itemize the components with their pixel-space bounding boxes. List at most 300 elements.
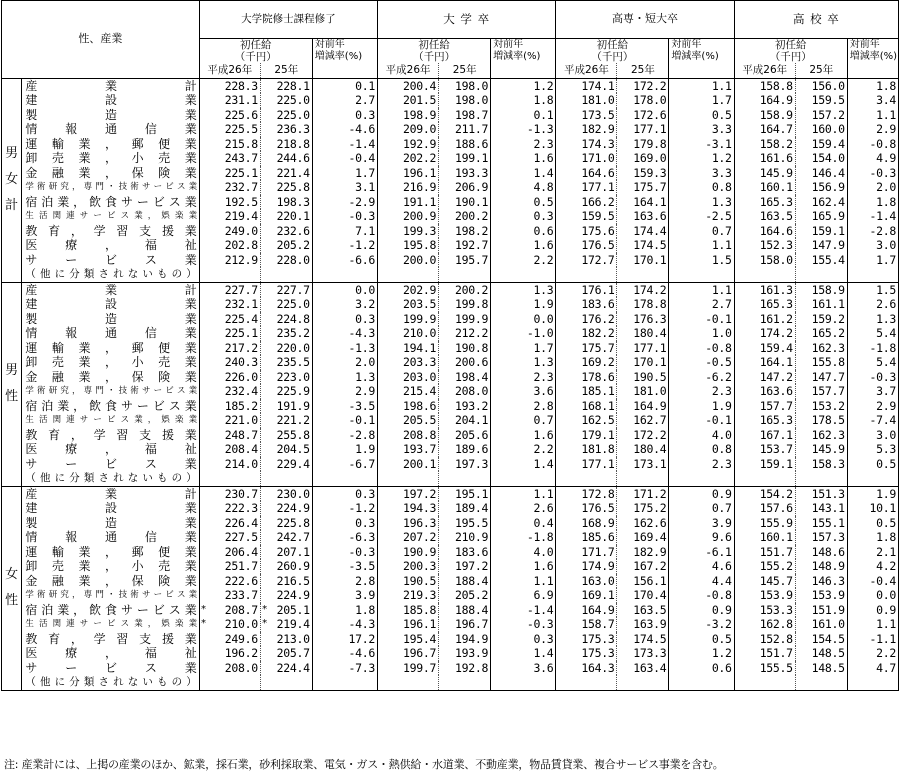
wage-cell: 232.7 [224, 180, 258, 194]
rate-cell: -1.8 [491, 530, 556, 545]
wage-cell: 181.8 [581, 442, 615, 456]
wage-cell [268, 675, 312, 690]
estimate-mark [378, 122, 386, 137]
rate-cell: -1.3 [312, 341, 377, 356]
header-year-current: 平成26年 [378, 63, 439, 78]
estimate-mark [260, 108, 268, 123]
estimate-mark [617, 355, 625, 370]
rate-cell: -1.8 [847, 341, 898, 356]
rate-cell: 1.8 [847, 78, 898, 93]
estimate-mark [734, 93, 742, 108]
wage-cell: 260.9 [276, 559, 310, 573]
estimate-mark [199, 355, 207, 370]
wage-cell: 170.1 [633, 355, 667, 369]
estimate-mark [556, 297, 564, 312]
estimate-mark [617, 413, 625, 428]
industry-name: 学術研究，専門・技術サービス業 [22, 384, 199, 399]
table-row [2, 355, 899, 370]
estimate-mark [199, 326, 207, 341]
wage-cell: 158.7 [581, 617, 615, 631]
wage-cell: 202.2 [403, 151, 437, 165]
estimate-mark [378, 501, 386, 516]
wage-cell: 248.7 [224, 427, 258, 442]
estimate-mark: * [199, 617, 207, 632]
rate-cell: -0.1 [312, 413, 377, 428]
estimate-mark [199, 180, 207, 195]
wage-cell: 161.6 [759, 151, 793, 165]
header-rate-univ [491, 39, 556, 79]
wage-cell [625, 675, 669, 690]
rate-cell: 5.4 [847, 355, 898, 370]
estimate-mark [260, 341, 268, 356]
wage-cell: 194.3 [403, 501, 437, 515]
header-wage-hs [734, 39, 847, 64]
wage-cell: 174.1 [581, 78, 615, 93]
rate-cell [669, 471, 734, 486]
estimate-mark [795, 559, 803, 574]
rate-cell: 2.8 [491, 399, 556, 414]
wage-cell: 165.3 [759, 297, 793, 311]
wage-cell: 185.1 [581, 384, 615, 398]
estimate-mark [439, 297, 447, 312]
wage-cell [742, 675, 795, 690]
wage-cell: 225.0 [276, 93, 310, 107]
rate-cell: -1.0 [491, 326, 556, 341]
estimate-mark [199, 282, 207, 297]
estimate-mark [556, 574, 564, 589]
rate-cell: -1.2 [312, 501, 377, 516]
estimate-mark [795, 384, 803, 399]
industry-name: 卸売業，小売業 [22, 559, 199, 574]
wage-cell: 148.5 [811, 660, 845, 675]
estimate-mark [556, 341, 564, 356]
wage-cell: 188.4 [455, 573, 489, 588]
rate-cell: 2.3 [669, 457, 734, 472]
wage-cell: 199.1 [455, 151, 489, 165]
estimate-mark [556, 326, 564, 341]
header-wage-grad [199, 39, 312, 64]
rate-cell [669, 675, 734, 690]
wage-cell: 151.7 [759, 544, 793, 559]
wage-cell: 157.7 [759, 398, 793, 413]
wage-cell: 188.4 [455, 602, 489, 617]
industry-name: 産業計 [22, 78, 199, 93]
rate-cell: 0.6 [669, 661, 734, 676]
estimate-mark [617, 574, 625, 589]
wage-cell: 181.0 [633, 384, 667, 398]
rate-cell: -2.8 [847, 224, 898, 239]
industry-name: 生活関連サービス業，娯楽業 [22, 209, 199, 224]
wage-cell: 164.1 [759, 355, 793, 369]
estimate-mark [260, 195, 268, 210]
estimate-mark [260, 457, 268, 472]
wage-cell: 207.2 [403, 530, 437, 544]
estimate-mark [795, 224, 803, 239]
wage-cell [447, 267, 491, 282]
rate-cell: 4.0 [491, 545, 556, 560]
wage-cell: 147.2 [759, 369, 793, 384]
estimate-mark [439, 341, 447, 356]
estimate-mark [734, 471, 742, 486]
table-row [2, 108, 899, 123]
rate-cell: -7.3 [312, 661, 377, 676]
wage-cell [447, 471, 491, 486]
wage-cell: 208.8 [403, 427, 437, 442]
estimate-mark [260, 559, 268, 574]
estimate-mark [617, 384, 625, 399]
wage-cell: 224.9 [276, 501, 310, 515]
sex-label [2, 486, 22, 690]
rate-cell: -6.7 [312, 457, 377, 472]
rate-cell: 0.3 [312, 312, 377, 327]
estimate-mark [439, 267, 447, 282]
rate-cell: 2.2 [491, 442, 556, 457]
industry-name: 製造業 [22, 312, 199, 327]
wage-cell: 158.2 [759, 136, 793, 151]
wage-cell: 220.0 [276, 340, 310, 355]
estimate-mark [556, 530, 564, 545]
wage-cell: 178.5 [811, 413, 845, 427]
estimate-mark [378, 516, 386, 531]
estimate-mark [199, 574, 207, 589]
estimate-mark [734, 442, 742, 457]
wage-cell: 249.6 [224, 631, 258, 646]
wage-cell: 154.0 [811, 151, 845, 165]
rate-cell: -6.3 [312, 530, 377, 545]
wage-cell: 208.0 [224, 660, 258, 675]
rate-cell: 1.1 [491, 486, 556, 501]
wage-cell: 157.6 [759, 501, 793, 515]
wage-label: 初任給 （千円） [234, 39, 277, 63]
estimate-mark [439, 530, 447, 545]
wage-cell: 221.0 [224, 413, 258, 427]
wage-cell: 219.3 [403, 588, 437, 602]
industry-name: 建設業 [22, 93, 199, 108]
industry-name: 産業計 [22, 282, 199, 297]
estimate-mark [795, 326, 803, 341]
wage-cell: 185.6 [581, 530, 615, 544]
wage-cell: 177.1 [633, 122, 667, 136]
rate-cell: 0.5 [669, 108, 734, 123]
industry-name: 製造業 [22, 108, 199, 123]
estimate-mark [378, 370, 386, 385]
estimate-mark [734, 675, 742, 690]
estimate-mark [795, 93, 803, 108]
estimate-mark [260, 122, 268, 137]
rate-cell: -2.5 [669, 209, 734, 224]
wage-cell: 225.5 [224, 122, 258, 136]
estimate-mark [795, 122, 803, 137]
wage-cell: 185.2 [224, 398, 258, 413]
rate-cell: -0.3 [312, 209, 377, 224]
estimate-mark [734, 355, 742, 370]
estimate-mark [439, 93, 447, 108]
estimate-mark [439, 108, 447, 123]
wage-cell: 208.0 [455, 384, 489, 398]
wage-cell: 197.2 [455, 559, 489, 573]
wage-cell: 168.9 [581, 515, 615, 530]
estimate-mark [556, 661, 564, 676]
wage-cell: 166.2 [581, 194, 615, 209]
estimate-mark [260, 516, 268, 531]
estimate-mark [617, 282, 625, 297]
wage-cell: 182.9 [581, 122, 615, 136]
wage-cell: 155.8 [811, 355, 845, 369]
estimate-mark [734, 238, 742, 253]
estimate-mark [439, 516, 447, 531]
header-wage-college [556, 39, 669, 64]
industry-name: （他に分類されないもの） [22, 267, 199, 282]
estimate-mark [617, 93, 625, 108]
table-row [2, 574, 899, 589]
estimate-mark [795, 399, 803, 414]
wage-cell: 153.2 [811, 398, 845, 413]
rate-cell: 2.2 [847, 646, 898, 661]
wage-cell: 175.3 [581, 646, 615, 660]
wage-cell: 165.3 [759, 413, 793, 427]
estimate-mark [734, 267, 742, 282]
wage-cell: 154.5 [811, 631, 845, 646]
wage-cell: 232.1 [224, 297, 258, 311]
wage-cell: 232.6 [276, 223, 310, 238]
estimate-mark [439, 253, 447, 268]
estimate-mark [439, 588, 447, 603]
industry-name: 教育，学習支援業 [22, 632, 199, 647]
estimate-mark [378, 238, 386, 253]
sex-label [2, 282, 22, 486]
wage-cell: 157.2 [811, 107, 845, 122]
industry-name: 卸売業，小売業 [22, 355, 199, 370]
estimate-mark [199, 516, 207, 531]
header-year-prev: 25年 [260, 63, 312, 78]
estimate-mark [617, 238, 625, 253]
wage-cell: 148.6 [811, 544, 845, 559]
rate-cell: 2.0 [847, 180, 898, 195]
industry-name: 運輸業，郵便業 [22, 545, 199, 560]
estimate-mark [378, 646, 386, 661]
wage-cell: 153.7 [759, 442, 793, 456]
table-row [2, 312, 899, 327]
estimate-mark [617, 675, 625, 690]
wage-cell [625, 471, 669, 486]
estimate-mark [795, 108, 803, 123]
estimate-mark [260, 661, 268, 676]
wage-cell: 217.2 [224, 340, 258, 355]
estimate-mark [378, 661, 386, 676]
rate-cell: -7.4 [847, 413, 898, 428]
industry-name: （他に分類されないもの） [22, 471, 199, 486]
estimate-mark [378, 312, 386, 327]
wage-cell: 235.2 [276, 326, 310, 340]
wage-cell [564, 471, 617, 486]
estimate-mark [199, 238, 207, 253]
wage-cell: 176.5 [581, 501, 615, 515]
rate-cell: 1.4 [491, 457, 556, 472]
estimate-mark [556, 471, 564, 486]
table-row [2, 646, 899, 661]
rate-cell: -0.8 [847, 137, 898, 152]
wage-cell: 204.1 [455, 413, 489, 427]
wage-cell: 205.1 [276, 602, 310, 617]
wage-cell: 197.3 [455, 456, 489, 471]
rate-cell: 0.9 [669, 486, 734, 501]
industry-name: 教育，学習支援業 [22, 428, 199, 443]
rate-cell: 1.9 [312, 442, 377, 457]
rate-cell: -2.8 [312, 428, 377, 443]
rate-cell: -4.6 [312, 646, 377, 661]
estimate-mark [199, 457, 207, 472]
estimate-mark [439, 282, 447, 297]
estimate-mark [199, 384, 207, 399]
rate-cell: 1.6 [491, 238, 556, 253]
table-row [2, 180, 899, 195]
wage-cell [742, 471, 795, 486]
rate-cell: 1.7 [491, 341, 556, 356]
header-year-prev: 25年 [617, 63, 669, 78]
estimate-mark [617, 545, 625, 560]
estimate-mark [795, 253, 803, 268]
table-row [2, 516, 899, 531]
rate-cell: 3.9 [312, 588, 377, 603]
wage-cell: 189.6 [455, 442, 489, 456]
header-year-current: 平成26年 [556, 63, 617, 78]
estimate-mark [734, 588, 742, 603]
estimate-mark [734, 253, 742, 268]
rate-cell: -0.4 [847, 574, 898, 589]
wage-cell: 200.2 [455, 209, 489, 223]
industry-name: 金融業，保険業 [22, 370, 199, 385]
rate-cell: -6.2 [669, 370, 734, 385]
rate-cell: 0.1 [491, 108, 556, 123]
estimate-mark [617, 486, 625, 501]
estimate-mark [795, 530, 803, 545]
wage-cell: 227.7 [224, 282, 258, 297]
wage-cell [803, 675, 847, 690]
estimate-mark [734, 530, 742, 545]
estimate-mark [439, 486, 447, 501]
rate-cell: 1.9 [491, 297, 556, 312]
estimate-mark [439, 384, 447, 399]
wage-cell: 201.5 [403, 93, 437, 107]
estimate-mark [556, 195, 564, 210]
wage-cell: 212.9 [224, 252, 258, 267]
table-row [2, 399, 899, 414]
estimate-mark [556, 108, 564, 123]
estimate-mark [378, 384, 386, 399]
rate-cell: 1.3 [491, 355, 556, 370]
wage-cell: 154.2 [759, 486, 793, 501]
wage-cell: 235.5 [276, 355, 310, 369]
estimate-mark [795, 486, 803, 501]
wage-cell: 228.0 [276, 252, 310, 267]
rate-cell: 4.6 [669, 559, 734, 574]
rate-cell [312, 471, 377, 486]
estimate-mark [734, 661, 742, 676]
industry-name: 宿泊業，飲食サービス業 [22, 603, 199, 618]
estimate-mark [795, 457, 803, 472]
rate-cell: -1.2 [312, 238, 377, 253]
industry-name: 情報通信業 [22, 530, 199, 545]
rate-cell: 1.4 [491, 646, 556, 661]
wage-cell: 163.0 [581, 573, 615, 588]
estimate-mark [795, 267, 803, 282]
estimate-mark [795, 78, 803, 93]
rate-cell: 3.1 [312, 180, 377, 195]
estimate-mark [199, 137, 207, 152]
rate-cell: 1.7 [669, 93, 734, 108]
wage-cell: 191.1 [403, 194, 437, 209]
rate-cell: 3.3 [669, 122, 734, 137]
rate-cell: 2.3 [491, 137, 556, 152]
wage-cell: 222.3 [224, 501, 258, 515]
wage-cell: 174.9 [581, 559, 615, 573]
estimate-mark [795, 341, 803, 356]
wage-cell: 219.4 [224, 209, 258, 223]
estimate-mark [199, 501, 207, 516]
rate-cell: 17.2 [312, 632, 377, 647]
wage-cell: 181.0 [581, 93, 615, 107]
estimate-mark [556, 282, 564, 297]
wage-cell [268, 471, 312, 486]
estimate-mark [556, 166, 564, 181]
estimate-mark [439, 166, 447, 181]
rate-cell: 1.2 [491, 78, 556, 93]
rate-cell: 1.1 [847, 617, 898, 632]
estimate-mark [260, 646, 268, 661]
wage-cell: 180.4 [633, 442, 667, 456]
wage-cell: 200.4 [403, 78, 437, 93]
estimate-mark [439, 661, 447, 676]
estimate-mark [439, 122, 447, 137]
wage-cell: 156.1 [633, 573, 667, 588]
estimate-mark [199, 588, 207, 603]
rate-cell: -2.9 [312, 195, 377, 210]
table-row [2, 341, 899, 356]
wage-cell: 215.4 [403, 384, 437, 398]
rate-cell: 4.4 [669, 574, 734, 589]
estimate-mark [199, 486, 207, 501]
wage-cell: 225.8 [276, 180, 310, 194]
sex-label-text: 男 女 計 [5, 146, 19, 213]
estimate-mark [378, 428, 386, 443]
industry-name: 金融業，保険業 [22, 166, 199, 181]
wage-cell: 219.4 [276, 617, 310, 631]
estimate-mark [617, 588, 625, 603]
rate-cell: 2.9 [847, 399, 898, 414]
wage-cell: 178.8 [633, 297, 667, 311]
wage-cell: 162.3 [811, 427, 845, 442]
estimate-mark [734, 341, 742, 356]
wage-cell: 198.2 [455, 223, 489, 238]
wage-cell: 218.8 [276, 136, 310, 151]
estimate-mark [260, 93, 268, 108]
estimate-mark [734, 224, 742, 239]
rate-cell: 0.7 [491, 413, 556, 428]
estimate-mark [617, 78, 625, 93]
wage-cell: 212.2 [455, 326, 489, 340]
estimate-mark [795, 166, 803, 181]
wage-cell: 220.1 [276, 209, 310, 223]
wage-cell: 145.9 [759, 165, 793, 180]
rate-cell: -0.8 [669, 341, 734, 356]
estimate-mark [734, 209, 742, 224]
estimate-mark [439, 603, 447, 618]
table-row [2, 93, 899, 108]
estimate-mark [617, 661, 625, 676]
wage-cell: 193.7 [403, 442, 437, 456]
header-edu-grad: 大学院修士課程修了 [199, 1, 377, 39]
industry-name: 学術研究，専門・技術サービス業 [22, 180, 199, 195]
